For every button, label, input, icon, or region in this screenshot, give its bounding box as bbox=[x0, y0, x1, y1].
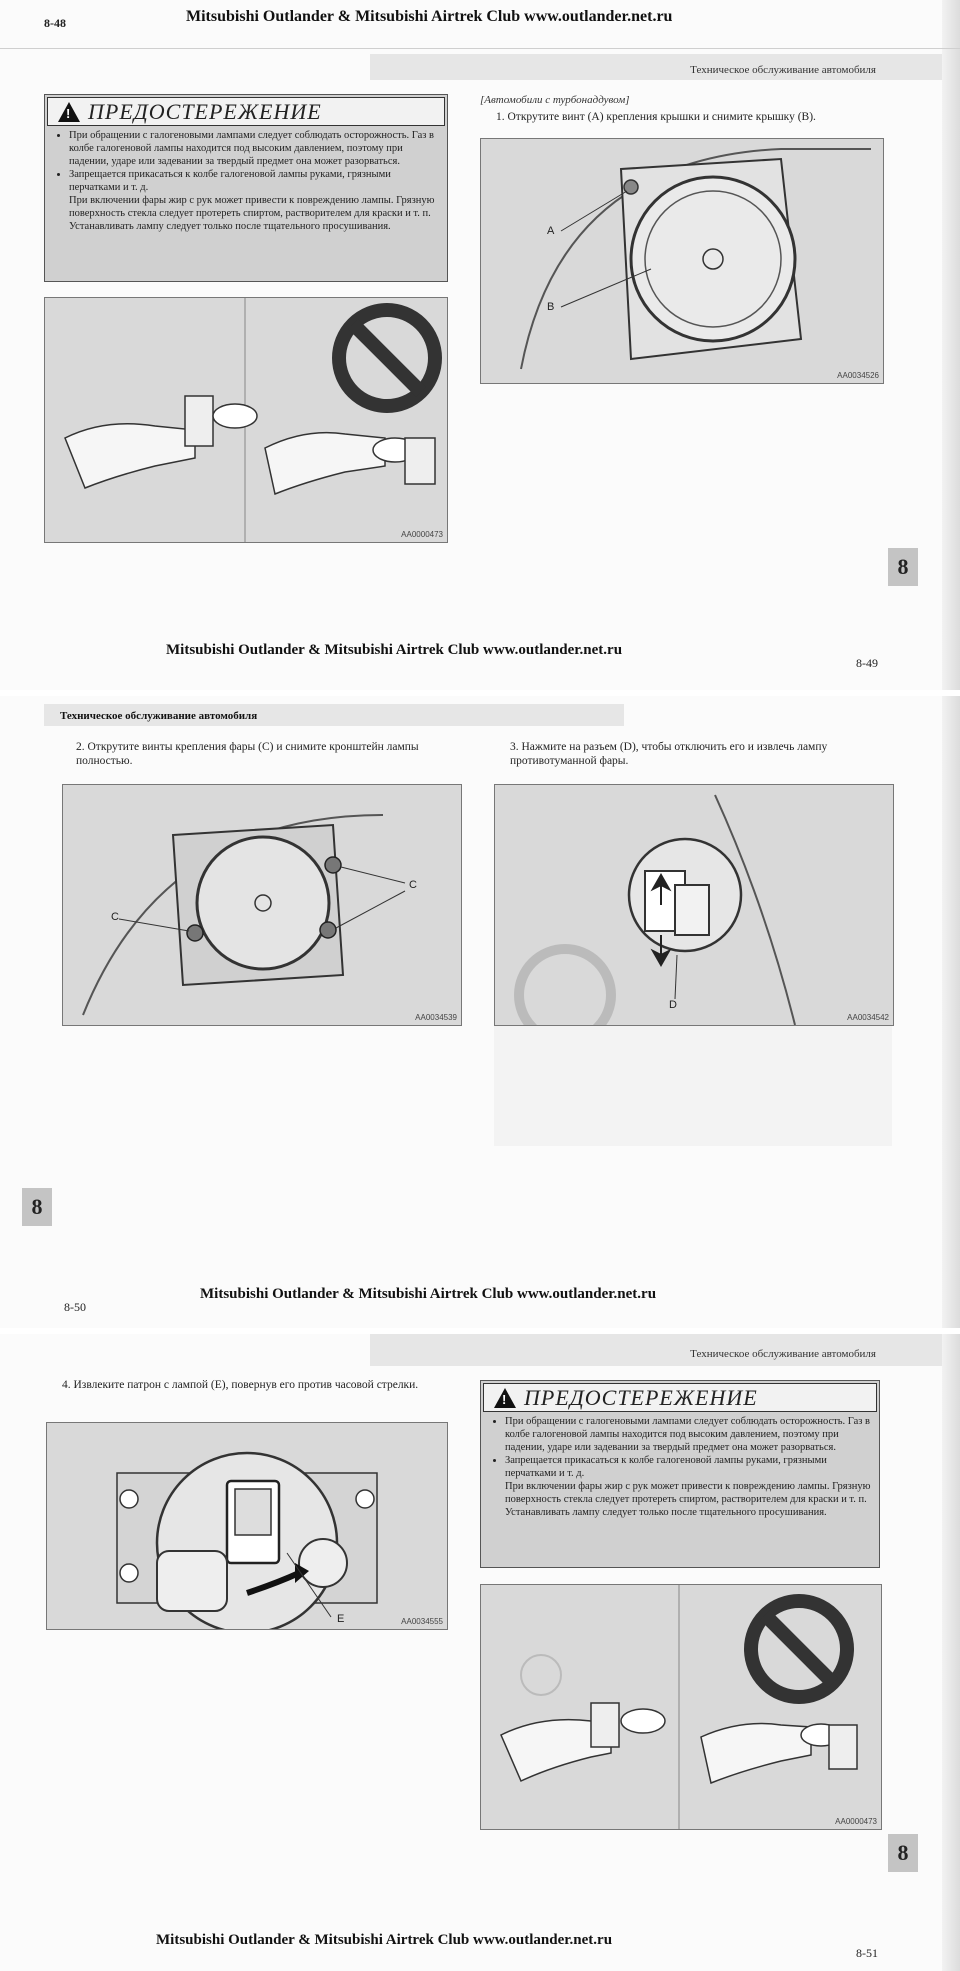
warning-title-bar bbox=[47, 97, 445, 126]
warning-list bbox=[51, 129, 439, 233]
page-8-51 bbox=[0, 1334, 960, 1971]
page-number-right: 8-51 bbox=[856, 1946, 878, 1960]
step-1: 1. Открутите винт (A) крепления крышки и снимите крышку (B). bbox=[496, 111, 816, 123]
page-footer: Mitsubishi Outlander & Mitsubishi Airtrek Club www.outlander.net.ru bbox=[156, 1932, 613, 1948]
divider bbox=[0, 48, 960, 49]
warning-title-bar bbox=[483, 1383, 877, 1412]
warning-item bbox=[505, 1454, 871, 1519]
bulb-handling-illustration bbox=[481, 1585, 881, 1829]
warning-list bbox=[487, 1415, 871, 1519]
label-a: A bbox=[547, 225, 555, 237]
page-8-50 bbox=[0, 696, 960, 1328]
bulb-handling-illustration bbox=[45, 298, 447, 542]
page-number-right: 8-49 bbox=[856, 656, 878, 670]
step-2: 2. Открутите винты крепления фары (C) и снимите кронштейн лампы полностью. bbox=[76, 741, 419, 767]
figure-bulb-handling bbox=[480, 1584, 882, 1830]
figure-code: AA0034539 bbox=[415, 1013, 457, 1022]
label-c: C bbox=[409, 879, 417, 891]
socket-illustration bbox=[47, 1423, 447, 1629]
label-d: D bbox=[669, 999, 677, 1011]
section-title: Техническое обслуживание автомобиля bbox=[690, 64, 876, 76]
screw-c-icon bbox=[187, 925, 203, 941]
figure-code: AA0034526 bbox=[837, 371, 879, 380]
chapter-tab: 8 bbox=[888, 1834, 918, 1872]
page-number-left: 8-50 bbox=[64, 1300, 86, 1314]
chapter-tab: 8 bbox=[22, 1188, 52, 1226]
warning-item: • При обращении с галогеновыми лампами следует соблюдать осторожность. Газ в колбе галогеновой лампы находится под высоким давлением, поэтому при падении, ударе или задевании за твердый предмет она может разорваться. bbox=[505, 1415, 871, 1454]
warning-item bbox=[69, 168, 439, 233]
step-4: 4. Извлеките патрон с лампой (E), повернув его против часовой стрелки. bbox=[62, 1379, 419, 1391]
figure-code: AA0000473 bbox=[835, 1817, 877, 1826]
warning-icon bbox=[494, 1388, 516, 1408]
faded-figure bbox=[494, 1026, 892, 1146]
page-header: Mitsubishi Outlander & Mitsubishi Airtrek Club www.outlander.net.ru bbox=[186, 8, 673, 25]
warning-item: • При обращении с галогеновыми лампами следует соблюдать осторожность. Газ в колбе галогеновой лампы находится под высоким давлением, поэтому при падении, ударе или задевании за твердый предмет она может разорваться. bbox=[69, 129, 439, 168]
page-8-48-49 bbox=[0, 0, 960, 690]
page-edge-shadow bbox=[942, 696, 960, 1328]
page-edge-shadow bbox=[942, 1334, 960, 1971]
warning-text: При включении фары жир с рук может привести к повреждению лампы. Грязную поверхность стекла следует протереть спиртом, растворителем для краски и т. п. Устанавливать лампу следует только после тщательного просушивания. bbox=[505, 1481, 871, 1518]
bracket-screws-illustration bbox=[63, 785, 461, 1025]
step-3: 3. Нажмите на разъем (D), чтобы отключить его и извлечь лампу противотуманной фары. bbox=[510, 741, 828, 767]
figure-bracket-screws bbox=[62, 784, 462, 1026]
page-footer: Mitsubishi Outlander & Mitsubishi Airtrek Club www.outlander.net.ru bbox=[166, 642, 623, 658]
warning-box bbox=[44, 94, 448, 282]
figure-connector bbox=[494, 784, 894, 1026]
warning-text: Запрещается прикасаться к колбе галогеновой лампы руками, грязными перчатками и т. д. bbox=[505, 1455, 827, 1479]
warning-text: Запрещается прикасаться к колбе галогеновой лампы руками, грязными перчатками и т. д. bbox=[69, 169, 391, 193]
figure-code: AA0034555 bbox=[401, 1617, 443, 1626]
figure-code: AA0034542 bbox=[847, 1013, 889, 1022]
subtitle: [Автомобили с турбонаддувом] bbox=[480, 94, 630, 106]
warning-title: ПРЕДОСТЕРЕЖЕНИЕ bbox=[88, 98, 322, 124]
page-edge-shadow bbox=[942, 0, 960, 690]
warning-text: При включении фары жир с рук может привести к повреждению лампы. Грязную поверхность стекла следует протереть спиртом, растворителем для краски и т. п. Устанавливать лампу следует только после тщательного просушивания. bbox=[69, 195, 435, 232]
warning-icon bbox=[58, 102, 80, 122]
figure-code: AA0000473 bbox=[401, 530, 443, 539]
warning-box bbox=[480, 1380, 880, 1568]
page-footer: Mitsubishi Outlander & Mitsubishi Airtrek Club www.outlander.net.ru bbox=[200, 1286, 657, 1302]
figure-bulb-handling bbox=[44, 297, 448, 543]
label-c: C bbox=[111, 911, 119, 923]
label-b: B bbox=[547, 301, 555, 313]
figure-socket bbox=[46, 1422, 448, 1630]
connector-illustration bbox=[495, 785, 893, 1025]
page-number-left: 8-48 bbox=[44, 16, 66, 30]
screw-c-icon bbox=[320, 922, 336, 938]
section-title: Техническое обслуживание автомобиля bbox=[60, 710, 258, 722]
label-e: E bbox=[337, 1613, 345, 1625]
section-title: Техническое обслуживание автомобиля bbox=[690, 1348, 876, 1360]
screw-c-icon bbox=[325, 857, 341, 873]
figure-cover bbox=[480, 138, 884, 384]
chapter-tab: 8 bbox=[888, 548, 918, 586]
warning-title: ПРЕДОСТЕРЕЖЕНИЕ bbox=[524, 1384, 758, 1410]
cover-illustration bbox=[481, 139, 883, 383]
